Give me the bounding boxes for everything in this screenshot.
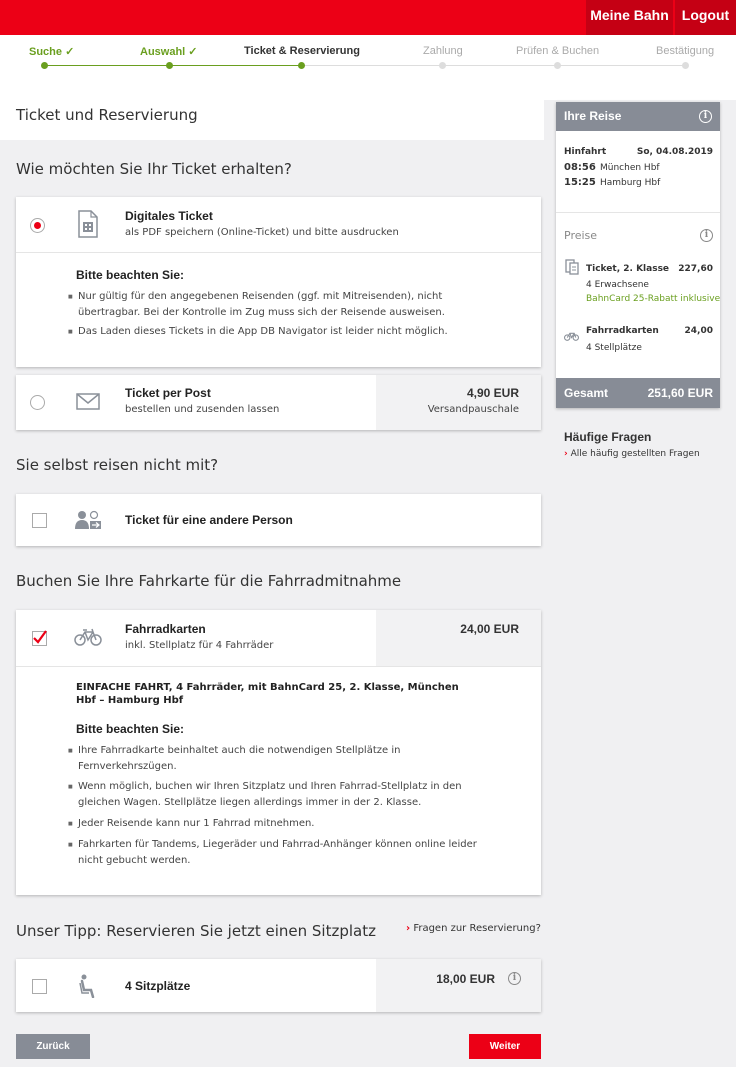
ticket-class-label: Ticket, 2. Klasse <box>586 264 670 274</box>
step-pruefen-buchen: Prüfen & Buchen <box>516 45 600 57</box>
post-price-note: Versandpauschale <box>427 404 519 415</box>
step-ticket-reservierung: Ticket & Reservierung <box>244 45 360 57</box>
progress-line-done <box>44 65 302 66</box>
direction-label: Hinfahrt <box>564 147 607 157</box>
bike-price: 24,00 EUR <box>460 622 519 636</box>
envelope-icon <box>76 393 100 414</box>
info-icon[interactable]: i <box>699 110 712 123</box>
arrival-time: 15:25 <box>564 177 596 188</box>
total-bar <box>556 378 720 408</box>
digital-ticket-radio[interactable] <box>30 218 45 233</box>
post-ticket-title: Ticket per Post <box>125 386 211 400</box>
page-title: Ticket und Reservierung <box>16 106 198 124</box>
bike-ticket-card[interactable] <box>16 610 541 895</box>
chevron-right-icon: › <box>406 923 411 934</box>
seat-icon <box>79 974 97 1002</box>
step-dot <box>439 62 446 69</box>
seat-price-panel <box>376 959 541 1012</box>
digital-note-bullet: ■ Nur gültig für den angegebenen Reisenden (ggf. mit Mitreisenden), nicht übertragbar. Bei der Kontrolle im Zug muss sich der Reisende ausweisen. <box>78 289 450 321</box>
bike-checkbox[interactable] <box>32 631 47 646</box>
total-price: 251,60 EUR <box>647 386 713 400</box>
logout-button[interactable]: Logout <box>675 0 736 35</box>
bike-title: Fahrradkarten <box>125 622 206 636</box>
divider <box>556 212 720 213</box>
person-transfer-icon <box>74 510 102 534</box>
page-title-bar <box>0 100 544 140</box>
pdf-ticket-icon <box>78 210 98 242</box>
trip-summary-sidebar <box>556 102 720 408</box>
post-price-panel <box>376 375 541 430</box>
other-person-label: Ticket für eine andere Person <box>125 513 293 527</box>
departure-time: 08:56 <box>564 162 596 173</box>
bike-note-bullet: ■ Wenn möglich, buchen wir Ihren Sitzplatz und Ihren Fahrrad-Stellplatz in den gleichen Wagen. Stellplätze liegen allerdings immer in der 2. Klasse. <box>78 779 473 811</box>
step-suche[interactable]: Suche ✓ <box>29 46 75 58</box>
delivery-heading: Wie möchten Sie Ihr Ticket erhalten? <box>16 160 292 178</box>
bicycle-icon <box>564 326 579 345</box>
divider <box>16 252 541 253</box>
divider <box>16 666 541 667</box>
other-person-heading: Sie selbst reisen nicht mit? <box>16 456 219 474</box>
post-ticket-radio[interactable] <box>30 395 45 410</box>
step-dot <box>682 62 689 69</box>
reservation-faq-link[interactable]: › Fragen zur Reservierung? <box>406 923 541 934</box>
bike-note-title: Bitte beachten Sie: <box>76 722 185 736</box>
bike-tickets-label: Fahrradkarten <box>586 326 659 336</box>
other-person-card[interactable] <box>16 494 541 546</box>
step-zahlung: Zahlung <box>423 45 463 57</box>
prices-label: Preise <box>564 229 598 242</box>
next-button[interactable]: Weiter <box>469 1034 541 1059</box>
chevron-right-icon: › <box>564 449 568 459</box>
digital-ticket-subtitle: als PDF speichern (Online-Ticket) und bitte ausdrucken <box>125 227 399 238</box>
bike-subtitle: inkl. Stellplatz für 4 Fahrräder <box>125 640 274 651</box>
bike-note-bullet: ■ Jeder Reisende kann nur 1 Fahrrad mitnehmen. <box>78 816 478 832</box>
info-icon[interactable]: i <box>700 229 713 242</box>
bike-price-panel <box>376 610 541 666</box>
post-price: 4,90 EUR <box>466 386 519 400</box>
other-person-checkbox[interactable] <box>32 513 47 528</box>
seat-reservation-card[interactable] <box>16 959 541 1012</box>
step-dot <box>554 62 561 69</box>
bike-note-bullet: ■ Ihre Fahrradkarte beinhaltet auch die notwendigen Stellplätze in Fernverkehrszügen. <box>78 743 408 775</box>
check-icon: ✓ <box>188 46 198 58</box>
bahncard-discount: BahnCard 25-Rabatt inklusive <box>586 294 721 304</box>
departure-station: München Hbf <box>600 163 660 173</box>
bike-note-bullet: ■ Fahrkarten für Tandems, Liegeräder und Fahrrad-Anhänger können online leider nicht gebucht werden. <box>78 837 488 869</box>
ticket-icon <box>565 259 579 279</box>
bike-heading: Buchen Sie Ihre Fahrkarte für die Fahrradmitnahme <box>16 572 402 590</box>
info-icon[interactable]: i <box>508 972 521 985</box>
bike-slots: 4 Stellplätze <box>586 343 642 353</box>
seat-checkbox[interactable] <box>32 979 47 994</box>
digital-note-title: Bitte beachten Sie: <box>76 268 185 282</box>
digital-ticket-card[interactable] <box>16 197 541 367</box>
booking-progress <box>0 35 736 100</box>
seat-price: 18,00 EUR <box>436 972 495 986</box>
progress-line-todo <box>302 65 686 66</box>
faq-title: Häufige Fragen <box>564 430 652 444</box>
digital-note-bullet: ■ Das Laden dieses Tickets in die App DB Navigator ist leider nicht möglich. <box>78 324 478 340</box>
step-auswahl[interactable]: Auswahl ✓ <box>140 46 198 58</box>
meine-bahn-button[interactable]: Meine Bahn <box>586 0 673 35</box>
arrival-station: Hamburg Hbf <box>600 178 661 188</box>
post-ticket-card[interactable] <box>16 375 541 430</box>
bike-fare-description: EINFACHE FAHRT, 4 Fahrräder, mit BahnCard 25, 2. Klasse, München Hbf – Hamburg Hbf <box>76 682 459 706</box>
total-label: Gesamt <box>564 386 609 400</box>
seat-label: 4 Sitzplätze <box>125 979 191 993</box>
trip-summary-header: Ihre Reise i <box>556 102 720 131</box>
step-dot <box>298 62 305 69</box>
faq-link[interactable]: › Alle häufig gestellten Fragen <box>564 449 700 459</box>
bike-tickets-price: 24,00 <box>684 326 713 336</box>
travel-date: So, 04.08.2019 <box>636 147 713 157</box>
step-dot <box>41 62 48 69</box>
reservation-heading: Unser Tipp: Reservieren Sie jetzt einen Sitzplatz <box>16 922 376 940</box>
check-icon: ✓ <box>65 46 75 58</box>
ticket-price: 227,60 <box>678 264 713 274</box>
step-bestaetigung: Bestätigung <box>656 45 715 57</box>
bicycle-icon <box>74 628 102 650</box>
step-dot <box>166 62 173 69</box>
post-ticket-subtitle: bestellen und zusenden lassen <box>125 404 280 415</box>
digital-ticket-title: Digitales Ticket <box>125 209 213 223</box>
top-bar <box>0 0 736 35</box>
back-button[interactable]: Zurück <box>16 1034 90 1059</box>
ticket-passengers: 4 Erwachsene <box>586 280 649 290</box>
